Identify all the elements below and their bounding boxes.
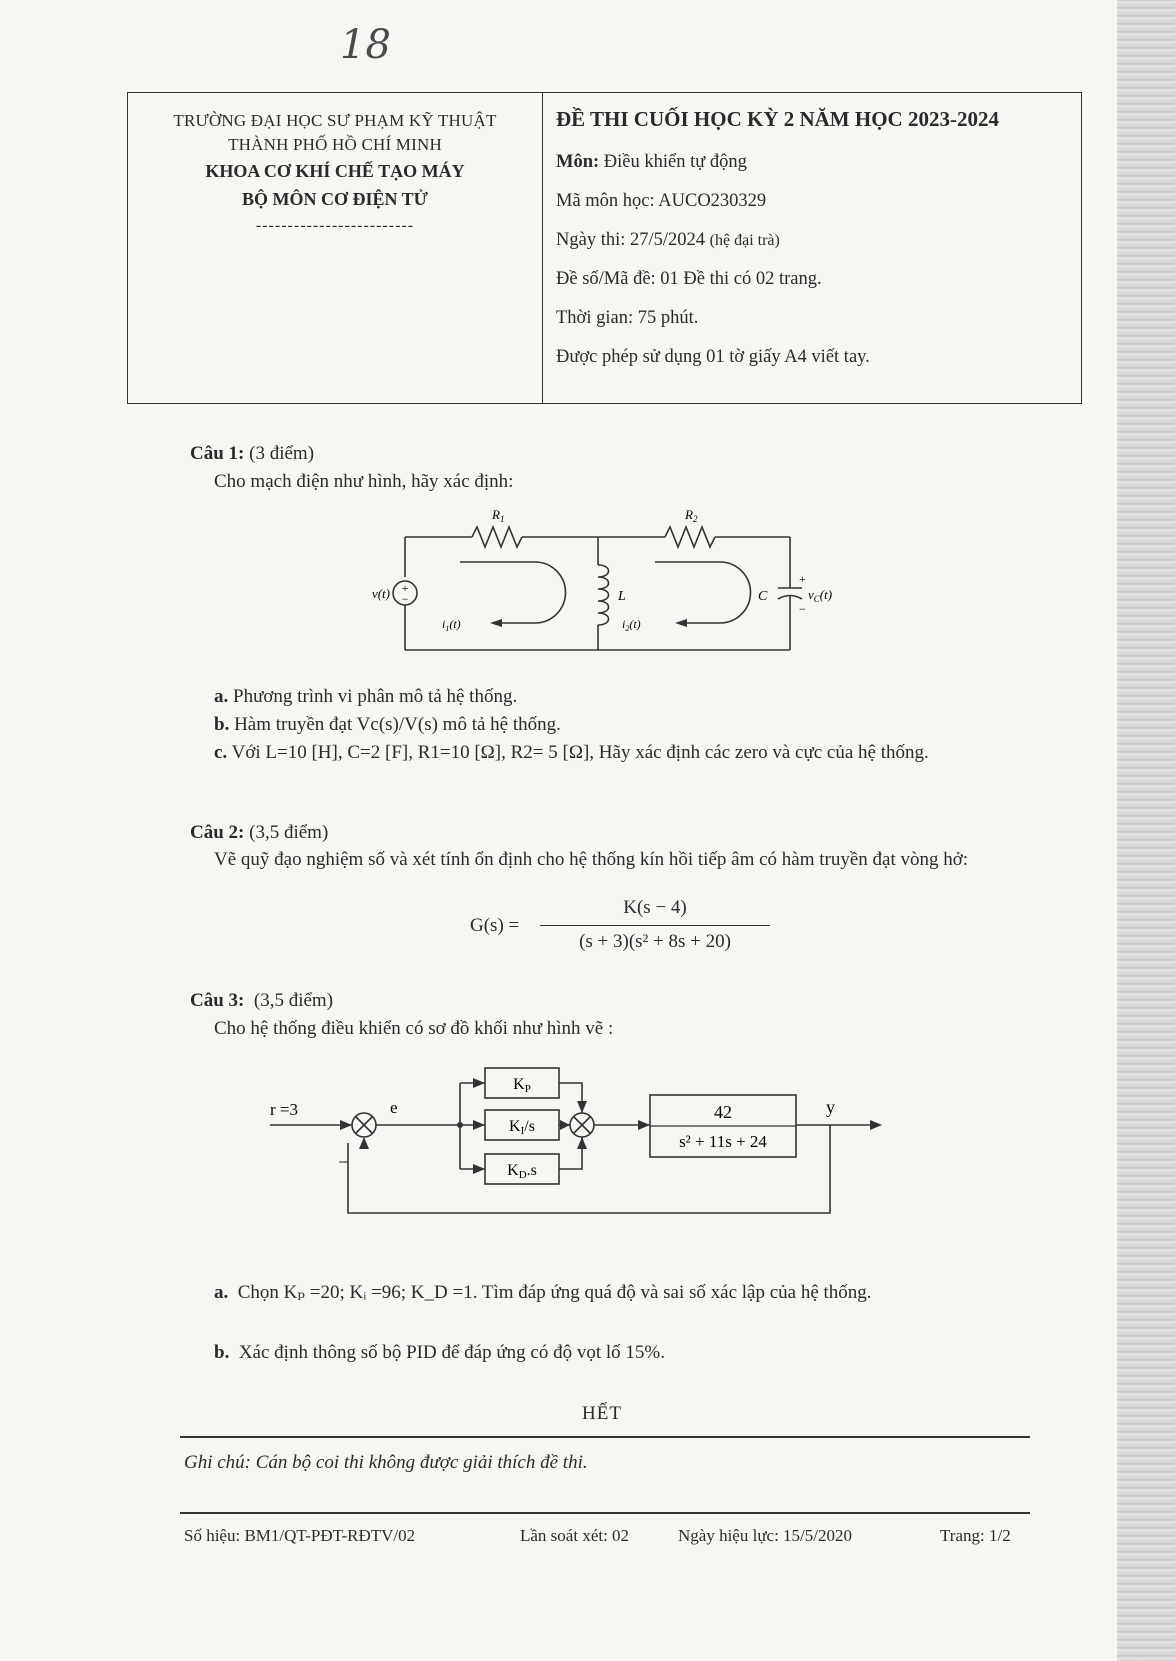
university-line-2: THÀNH PHỐ HỒ CHÍ MINH (228, 135, 442, 154)
rl-circuit-diagram (350, 495, 870, 670)
subject-value: Điều khiển tự động (603, 152, 747, 172)
course-code: Mã môn học: AUCO230329 (556, 191, 767, 211)
handwritten-page-number: 18 (340, 22, 391, 68)
allowed-materials: Được phép sử dụng 01 tờ giấy A4 viết tay. (556, 347, 870, 367)
q1-c-text: Với L=10 [H], C=2 [F], R1=10 [Ω], R2= 5 [Ω], Hãy xác định các zero và cực của hệ thống. (231, 742, 929, 763)
end-marker: HẾT (582, 1403, 622, 1424)
question-1-label: Câu 1: (190, 443, 245, 464)
label-inductor: L (618, 589, 626, 604)
header-divider: ------------------------- (255, 217, 415, 234)
q3-b-label: b. (214, 1342, 230, 1363)
q3-a-text: Chọn Kₚ =20; Kᵢ =96; K_D =1. Tìm đáp ứng quá độ và sai số xác lập của hệ thống. (237, 1282, 872, 1303)
pid-block-diagram (270, 1055, 920, 1230)
q1-a-label: a. (214, 686, 229, 707)
question-1-points: (3 điểm) (249, 443, 315, 464)
question-2-title (190, 822, 1030, 844)
formula-denominator: (s + 3)(s² + 8s + 20) (579, 931, 731, 952)
source-plus: + (401, 581, 409, 595)
error-label: e (390, 1098, 398, 1117)
subject-row (556, 152, 1073, 173)
invigilator-note: Ghi chú: Cán bộ coi thi không được giải thích đề thi. (184, 1452, 588, 1473)
q3-a-label: a. (214, 1282, 229, 1303)
footer-form-code: Số hiệu: BM1/QT-PĐT-RĐTV/02 (184, 1526, 416, 1545)
university-line-1: TRƯỜNG ĐẠI HỌC SƯ PHẠM KỸ THUẬT (173, 111, 497, 130)
source-minus: − (401, 592, 409, 606)
label-source-v: v(t) (371, 586, 390, 601)
question-2 (190, 822, 1030, 874)
label-r2: $R_2$ (685, 507, 698, 524)
question-2-text: Vẽ quỹ đạo nghiệm số và xét tính ổn định cho hệ thống kín hồi tiếp âm có hàm truyền đạt vòng hở: (214, 849, 969, 870)
kd-block-label: KD.s (507, 1162, 537, 1181)
question-2-points: (3,5 điểm) (249, 822, 329, 843)
label-capacitor: C (758, 589, 768, 604)
exam-date: Ngày thi: 27/5/2024 (556, 230, 706, 250)
question-1-intro: Cho mạch điện như hình, hãy xác định: (214, 471, 514, 492)
question-3-title (190, 990, 613, 1012)
vc-minus: − (799, 602, 806, 616)
question-3-label: Câu 3: (190, 990, 245, 1011)
q1-b-text: Hàm truyền đạt Vc(s)/V(s) mô tả hệ thống. (234, 714, 561, 735)
question-3-points: (3,5 điểm) (253, 990, 334, 1011)
footer-page: Trang: 1/2 (940, 1526, 1011, 1545)
question-3-intro: Cho hệ thống điều khiển có sơ đồ khối như hình vẽ : (214, 1018, 614, 1039)
exam-duration: Thời gian: 75 phút. (556, 308, 699, 328)
plant-denominator: s² + 11s + 24 (679, 1132, 767, 1151)
q1-item-a (214, 682, 1034, 712)
question-2-label: Câu 2: (190, 822, 245, 843)
footer-rule (180, 1512, 1030, 1514)
formula-lhs: G(s) = (470, 915, 520, 936)
label-vc: $v_C(t)$ (808, 587, 833, 604)
faculty-name: KHOA CƠ KHÍ CHẾ TẠO MÁY (205, 161, 465, 181)
scan-edge (1117, 0, 1175, 1661)
header-table (127, 92, 1082, 404)
footer-effective-date: Ngày hiệu lực: 15/5/2020 (678, 1526, 852, 1545)
header-exam-info (556, 93, 1073, 368)
exam-date-note: (hệ đại trà) (709, 232, 780, 249)
q3-b-text: Xác định thông số bộ PID để đáp ứng có độ vọt lố 15%. (238, 1342, 665, 1363)
question-3 (190, 990, 613, 1040)
question-1 (190, 443, 513, 493)
kp-block-label: KP (513, 1076, 531, 1095)
header-institution (128, 93, 543, 403)
q1-b-label: b. (214, 714, 230, 735)
exam-title: ĐỀ THI CUỐI HỌC KỲ 2 NĂM HỌC 2023-2024 (556, 107, 999, 131)
department-name: BỘ MÔN CƠ ĐIỆN TỬ (241, 189, 428, 209)
fraction-bar (540, 925, 770, 926)
label-r1: $R_1$ (492, 507, 505, 524)
ki-block-label: KI/s (509, 1118, 535, 1137)
output-label: y (826, 1097, 835, 1117)
formula-numerator: K(s − 4) (623, 897, 687, 918)
q3-item-a (214, 1278, 1034, 1308)
exam-date-row (556, 230, 1073, 251)
q1-item-c (214, 738, 1034, 768)
label-i2: $i_2(t)$ (622, 617, 641, 633)
q1-item-b (214, 710, 1034, 740)
q1-a-text: Phương trình vi phân mô tả hệ thống. (233, 686, 518, 707)
plant-numerator: 42 (714, 1102, 732, 1122)
q3-item-b (214, 1338, 1034, 1368)
q1-c-label: c. (214, 742, 228, 763)
subject-label: Môn: (556, 152, 600, 172)
feedback-minus: − (338, 1152, 349, 1172)
label-i1: $i_1(t)$ (442, 617, 461, 633)
exam-number: Đề số/Mã đề: 01 Đề thi có 02 trang. (556, 269, 822, 289)
question-1-title (190, 443, 513, 465)
note-rule (180, 1436, 1030, 1438)
vc-plus: + (799, 572, 806, 586)
input-label: r =3 (270, 1100, 298, 1119)
footer-revision: Lần soát xét: 02 (520, 1526, 630, 1545)
